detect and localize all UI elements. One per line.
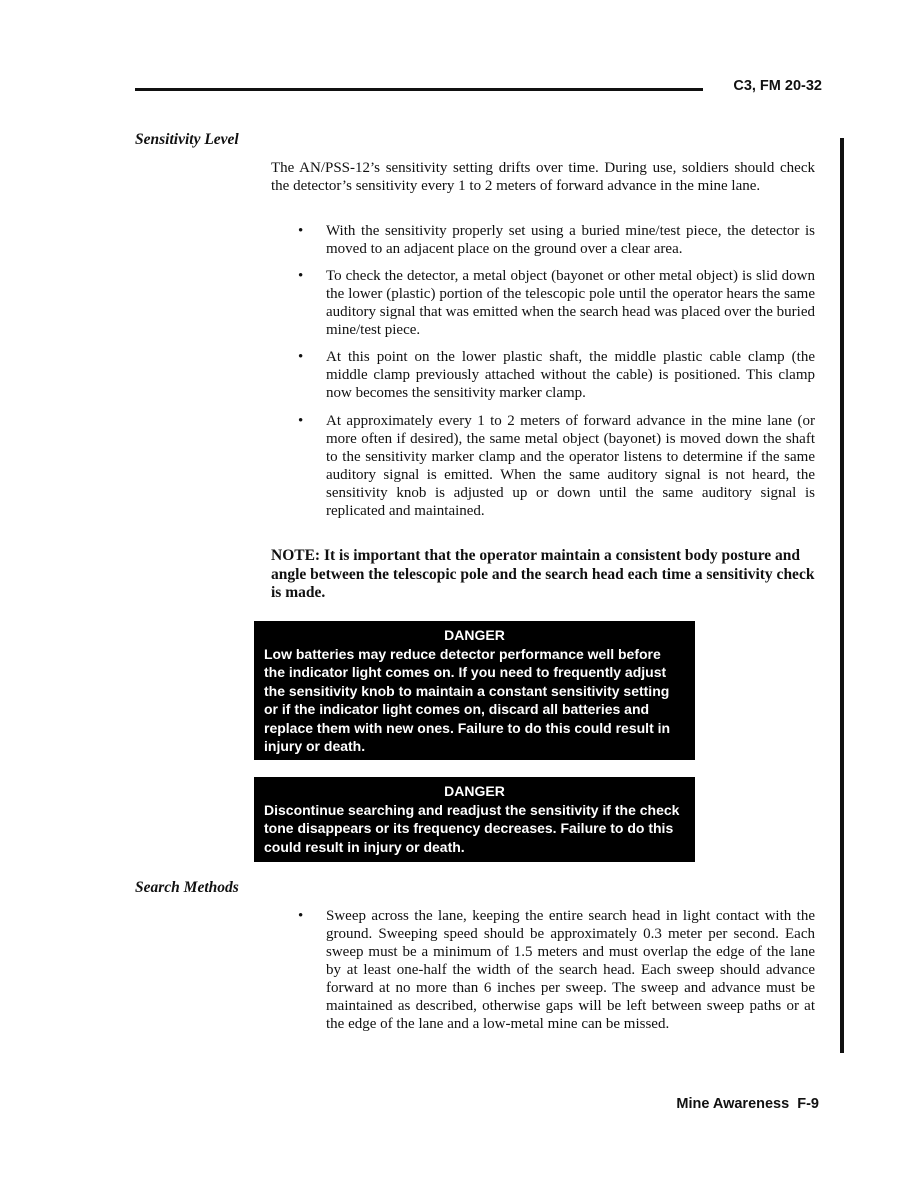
bullet-marker: • <box>298 908 304 924</box>
page-footer-label: Mine Awareness F-9 <box>676 1096 819 1112</box>
danger-text: Low batteries may reduce detector performance well before the indicator light comes on. If you need to frequently adjust the sensitivity knob to maintain a constant sensitivity setting or if the indicator light comes on, discard all batteries and replace them with new ones. Failure to do this could result in injury or death. <box>264 645 671 754</box>
section-heading-search-methods: Search Methods <box>135 879 239 896</box>
sensitivity-bullet-2: To check the detector, a metal object (bayonet or other metal object) is slid down the lower (plastic) portion of the telescopic pole until the operator hears the same auditory signal that was emitted when the search head was placed over the buried mine/test piece. <box>326 268 815 338</box>
sensitivity-bullet-1: With the sensitivity properly set using a buried mine/test piece, the detector is moved to an adjacent place on the ground over a clear area. <box>326 223 815 257</box>
danger-title: DANGER <box>444 627 505 643</box>
sensitivity-intro-paragraph: The AN/PSS-12’s sensitivity setting drifts over time. During use, soldiers should check the detector’s sensitivity every 1 to 2 meters of forward advance in the mine lane. <box>271 160 815 194</box>
danger-text: Discontinue searching and readjust the sensitivity if the check tone disappears or its frequency decreases. Failure to do this could result in injury or death. <box>264 801 680 855</box>
sensitivity-bullet-4: At approximately every 1 to 2 meters of forward advance in the mine lane (or more often if desired), the same metal object (bayonet) is moved down the shaft to the sensitivity marker clamp and the operator listens to determine if the same auditory signal is emitted. When the same auditory signal is not heard, the sensitivity knob is adjusted up or down until the same auditory signal is replicated and maintained. <box>326 413 815 519</box>
bullet-marker: • <box>298 413 304 429</box>
danger-title: DANGER <box>444 783 505 799</box>
danger-box-batteries <box>254 621 695 760</box>
note-paragraph: NOTE: It is important that the operator maintain a consistent body posture and angle between the telescopic pole and the search head each time a sensitivity check is made. <box>271 547 815 601</box>
bullet-marker: • <box>298 223 304 239</box>
danger-box-check-tone <box>254 777 695 862</box>
sensitivity-bullet-3: At this point on the lower plastic shaft, the middle plastic cable clamp (the middle clamp previously attached without the cable) is positioned. This clamp now becomes the sensitivity marker clamp. <box>326 349 815 401</box>
bullet-marker: • <box>298 349 304 365</box>
search-bullet-1: Sweep across the lane, keeping the entire search head in light contact with the ground. Sweeping speed should be approximately 0.3 meter per second. Each sweep must be a minimum of 1.5 meters and must overlap the edge of the lane by at least one-half the width of the search head. Each sweep should advance forward at no more than 6 inches per sweep. The sweep and advance must be maintained as described, otherwise gaps will be left between sweep paths or at the edge of the lane and a low-metal mine can be missed. <box>326 908 815 1032</box>
change-bar <box>840 138 844 1053</box>
header-rule <box>135 88 703 91</box>
page-header-label: C3, FM 20-32 <box>733 78 822 94</box>
section-heading-sensitivity: Sensitivity Level <box>135 131 239 148</box>
bullet-marker: • <box>298 268 304 284</box>
